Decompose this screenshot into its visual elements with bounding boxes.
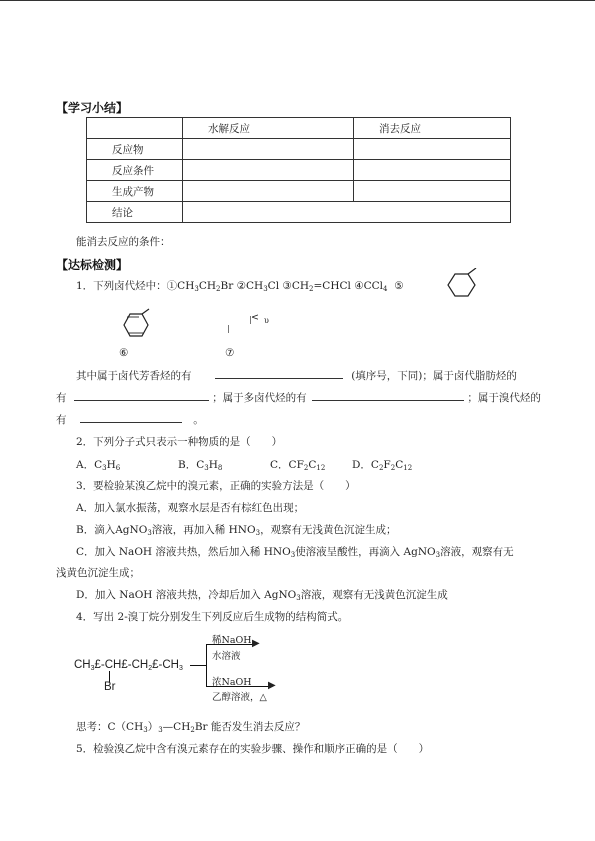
formula-part: £-CH£-CH: [94, 659, 149, 671]
subscript: 3: [158, 726, 163, 734]
q3-option-a: A．加入氯水振荡，观察水层是否有棕红色出现；: [76, 502, 305, 514]
q1-part: =CHCl ④CCl: [313, 280, 384, 292]
subscript: 3: [255, 529, 261, 537]
q1-part: ；属于溴代烃的: [467, 392, 541, 404]
arrow-1-solvent: 水溶液: [212, 651, 241, 662]
page-top-rule: [0, 0, 595, 1]
arrow-2-head: ▶: [268, 680, 276, 691]
q2-option-a: [76, 458, 120, 472]
subscript: 2: [390, 464, 396, 472]
table-cell: [183, 139, 354, 160]
summary-table: [86, 117, 511, 223]
subscript: 2: [303, 464, 309, 472]
subscript: 3: [296, 594, 301, 602]
q1-part: (填序号，下同)；属于卤代脂肪烃的: [351, 370, 517, 382]
q4-text: 4．写出 2-溴丁烷分别发生下列反应后生成物的结构简式。: [76, 611, 349, 623]
table-row: [87, 139, 511, 160]
subscript: 3: [147, 529, 152, 537]
summary-heading: 【学习小结】: [56, 101, 129, 115]
q1-part: CH: [198, 280, 217, 292]
q1-part: Cl ③CH: [267, 280, 310, 292]
table-cell: [354, 139, 511, 160]
formula-part: CH: [74, 659, 91, 671]
q1-part: 。: [193, 414, 204, 426]
table-cell: [183, 181, 354, 202]
q1-part: 其中属于卤代芳香烃的有: [76, 370, 192, 382]
row-label-conclusion: 结论: [87, 202, 183, 223]
think-part: Br 能否发生消去反应？: [194, 721, 306, 733]
column-header-elimination: 消去反应: [354, 118, 511, 139]
answer-blank-polyhalo[interactable]: [312, 390, 464, 401]
subscript: 6: [115, 464, 121, 472]
q3-option-c: [76, 545, 514, 559]
q2-option-c: [270, 458, 325, 472]
subscript: 3: [435, 551, 441, 559]
formula-part: £-CH: [152, 659, 179, 671]
table-cell: [183, 160, 354, 181]
q2-option-b: [178, 458, 222, 472]
option-part: 溶液，再加入稀 HNO: [151, 524, 256, 536]
option-part: 溶液，观察有无: [440, 546, 514, 558]
subscript: 2: [309, 285, 314, 293]
subscript: 3: [194, 285, 199, 293]
option-part: B．C: [178, 459, 205, 471]
q3-option-c-cont: 浅黄色沉淀生成；: [56, 567, 140, 579]
option-part: ，观察有无浅黄色沉淀生成；: [260, 524, 397, 536]
option-part: C．CF: [270, 459, 304, 471]
table-row: [87, 202, 511, 223]
think-part: —CH: [162, 721, 191, 733]
answer-blank-bromo[interactable]: [80, 412, 182, 423]
subscript: 2: [148, 665, 153, 672]
aromatic-structure-6: [118, 308, 158, 350]
subscript: 3: [102, 464, 107, 472]
label-6: ⑥: [119, 347, 129, 359]
option-part: H: [106, 459, 116, 471]
table-header-row: [87, 118, 511, 139]
row-label-condition: 反应条件: [87, 160, 183, 181]
subscript: 3: [204, 464, 209, 472]
label-7: ⑦: [225, 347, 235, 359]
bromo-substituent: Br: [104, 681, 116, 693]
q3-option-b: [76, 523, 397, 537]
q2-option-d: [352, 458, 412, 472]
table-cell: [354, 160, 511, 181]
option-part: H: [208, 459, 218, 471]
option-part: 使溶液呈酸性，再滴入 AgNO: [295, 546, 436, 558]
arrow-1-reagent: 稀NaOH: [212, 635, 252, 646]
arrow-2-reagent: 浓NaOH: [212, 677, 252, 688]
option-part: B．滴入AgNO: [76, 524, 148, 536]
subscript: 3: [290, 551, 296, 559]
q3-option-d: [76, 588, 448, 602]
subscript: 2: [190, 726, 195, 734]
q1-line3: [56, 390, 541, 405]
option-part: C．加入 NaOH 溶液共热，然后加入稀 HNO: [76, 546, 291, 558]
table-row: [87, 181, 511, 202]
q1-text: [76, 279, 404, 293]
option-part: C: [308, 459, 317, 471]
test-heading: 【达标检测】: [56, 258, 129, 272]
subscript: 2: [216, 285, 221, 293]
option-part: 溶液，观察有无浅黄色沉淀生成: [300, 589, 448, 601]
option-part: F: [383, 459, 391, 471]
fragment-7-symbol: <: [251, 312, 259, 323]
option-part: D．C: [352, 459, 379, 471]
bracket-line: [190, 665, 206, 666]
fragment-7-symbol: υ: [264, 316, 269, 325]
table-cell: [354, 181, 511, 202]
column-header-hydrolysis: 水解反应: [183, 118, 354, 139]
answer-blank-aromatic[interactable]: [215, 368, 343, 379]
option-part: C: [395, 459, 404, 471]
q3-text: 3．要检验某溴乙烷中的溴元素，正确的实验方法是（ ）: [76, 480, 356, 492]
think-part: 思考：C（CH: [76, 721, 144, 733]
bracket-line: [206, 644, 207, 686]
table-cell: [183, 202, 511, 223]
subscript: 8: [217, 464, 223, 472]
subscript: 3: [143, 726, 148, 734]
q1-part: Br ②CH: [220, 280, 264, 292]
formula-2-bromobutane: [74, 659, 183, 671]
q1-part: 1．下列卤代烃中：①CH: [76, 280, 195, 292]
subscript: 12: [316, 464, 326, 472]
elimination-condition-line: 能消去反应的条件：: [76, 236, 171, 248]
q1-part: 有: [56, 414, 67, 426]
arrow-1-head: ▶: [252, 638, 260, 649]
row-label-product: 生成产物: [87, 181, 183, 202]
q5-text: 5．检验溴乙烷中含有溴元素存在的实验步骤、操作和顺序正确的是（ ）: [76, 743, 430, 755]
think-part: ）: [147, 721, 159, 733]
methylcyclohexane-structure: [440, 268, 490, 308]
fragment-line: [228, 325, 229, 333]
arrow-2-solvent: 乙醇溶液，△: [212, 692, 267, 703]
q1-part: ；属于多卤代烃的有: [212, 392, 307, 404]
answer-blank-aliphatic[interactable]: [74, 390, 209, 401]
option-part: D．加入 NaOH 溶液共热，冷却后加入 AgNO: [76, 589, 297, 601]
subscript: 12: [403, 464, 413, 472]
q1-part: ⑤: [394, 280, 404, 292]
subscript: 2: [378, 464, 384, 472]
q1-line2: [76, 368, 517, 383]
row-label-reactant: 反应物: [87, 139, 183, 160]
subscript: 4: [383, 285, 388, 293]
table-row: [87, 160, 511, 181]
subscript: 3: [178, 665, 183, 672]
q1-line4: [56, 412, 204, 427]
subscript: 3: [263, 285, 268, 293]
think-question: [76, 720, 305, 734]
q2-text: 2．下列分子式只表示一种物质的是（ ）: [76, 436, 283, 448]
subscript: 3: [90, 665, 95, 672]
table-cell: [87, 118, 183, 139]
option-part: A．C: [76, 459, 103, 471]
q1-part: 有: [56, 392, 67, 404]
